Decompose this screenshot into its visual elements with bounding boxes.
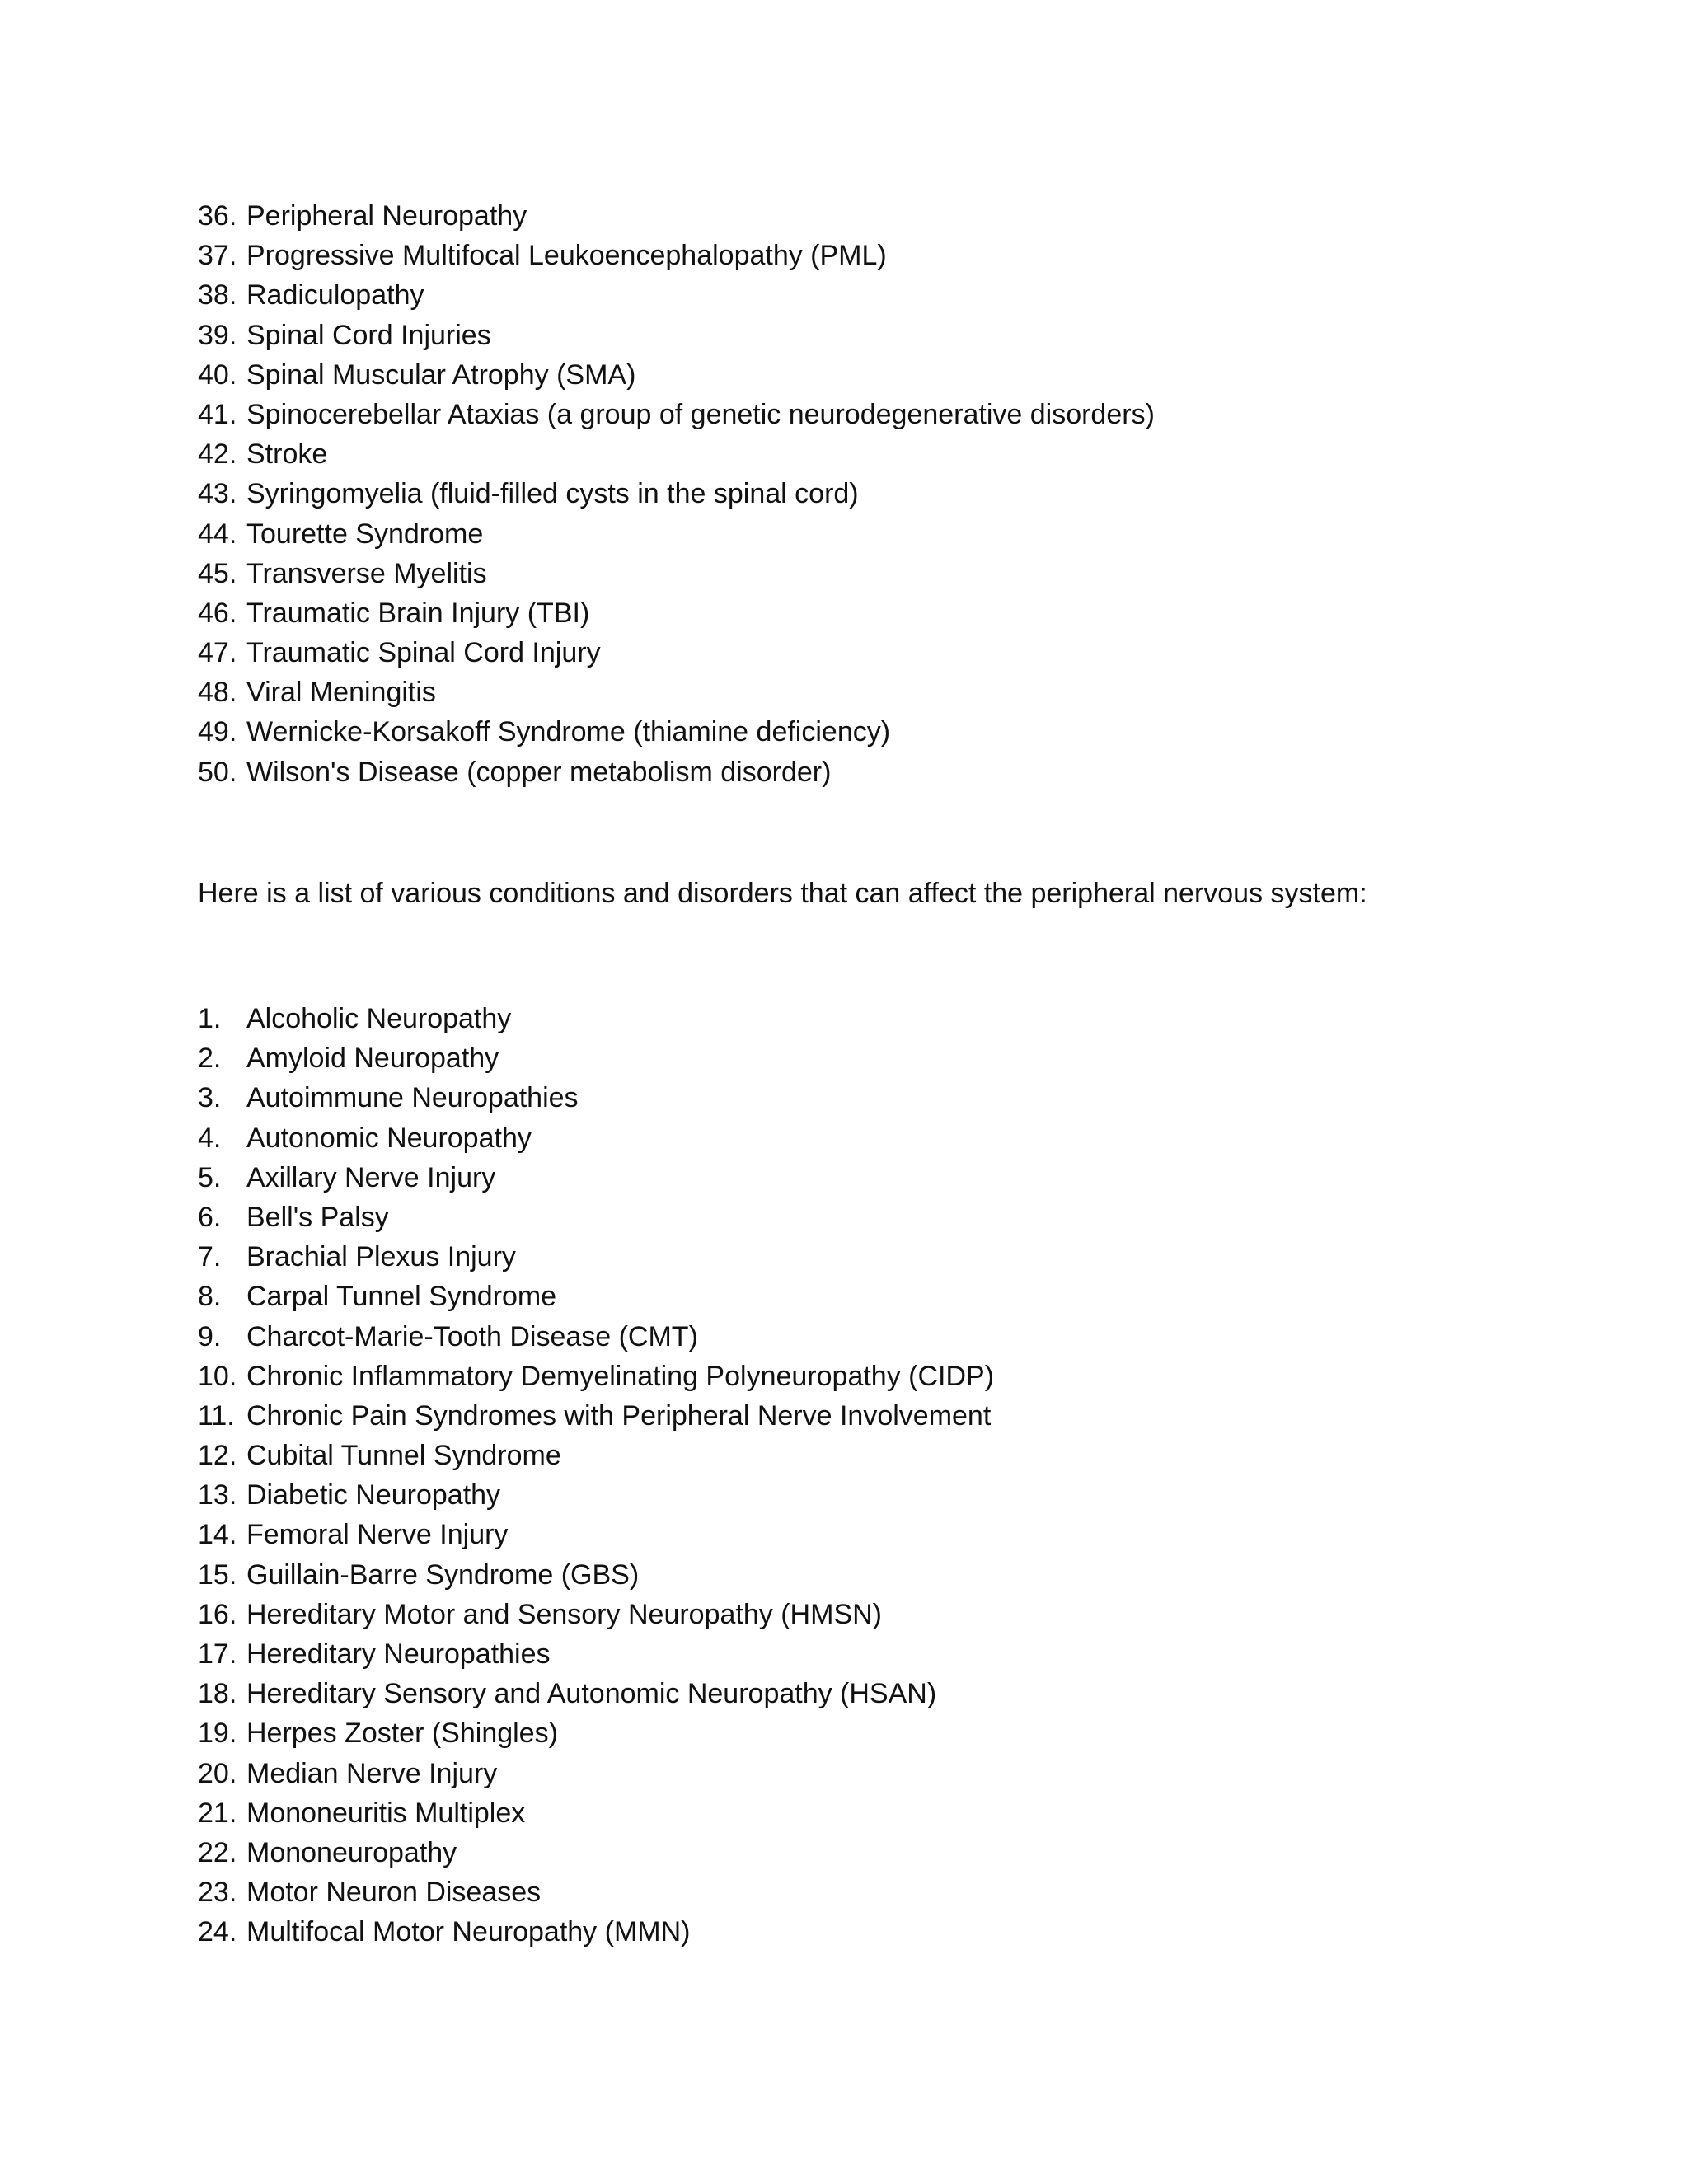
- list-item: [198, 236, 1155, 275]
- list-item: [198, 1317, 994, 1357]
- list-item-text: Femoral Nerve Injury: [246, 1519, 509, 1551]
- list-item: [198, 712, 1155, 752]
- list-item-number: 15.: [198, 1558, 237, 1591]
- list-item-text: Chronic Pain Syndromes with Peripheral Nerve Involvement: [246, 1399, 992, 1432]
- list-item-number: 48.: [198, 677, 237, 709]
- list-item-text: Autonomic Neuropathy: [246, 1122, 532, 1154]
- list-item-text: Tourette Syndrome: [246, 518, 484, 550]
- list-item: [198, 1436, 994, 1475]
- list-item-number: 36.: [198, 200, 237, 232]
- list-item: [198, 1595, 994, 1634]
- list-item: [198, 1912, 994, 1952]
- list-item: [198, 316, 1155, 355]
- list-item: [198, 1555, 994, 1595]
- list-item-text: Charcot-Marie-Tooth Disease (CMT): [246, 1320, 698, 1352]
- list-item-number: 23.: [198, 1877, 237, 1909]
- list-item-text: Median Nerve Injury: [246, 1757, 498, 1789]
- list-item-text: Carpal Tunnel Syndrome: [246, 1281, 557, 1313]
- list-item: [198, 1515, 994, 1554]
- list-item-number: 40.: [198, 359, 237, 391]
- list-item-number: 46.: [198, 597, 237, 629]
- list-item-text: Herpes Zoster (Shingles): [246, 1718, 558, 1750]
- list-item-number: 8.: [198, 1281, 222, 1313]
- list-item-number: 24.: [198, 1916, 237, 1948]
- list-item-text: Stroke: [246, 438, 328, 471]
- list-item-text: Transverse Myelitis: [246, 557, 487, 589]
- cns-conditions-list-continued: [198, 196, 1155, 792]
- list-item: [198, 1118, 994, 1158]
- list-item: [198, 593, 1155, 633]
- list-item-number: 2.: [198, 1043, 222, 1075]
- list-item: [198, 999, 994, 1038]
- list-item: [198, 752, 1155, 792]
- peripheral-conditions-list: [198, 999, 994, 1952]
- list-item-number: 11.: [198, 1399, 235, 1432]
- list-item-text: Syringomyelia (fluid-filled cysts in the spinal cord): [246, 478, 859, 510]
- list-item-number: 3.: [198, 1082, 222, 1114]
- list-item-text: Diabetic Neuropathy: [246, 1479, 501, 1511]
- list-item-number: 45.: [198, 557, 237, 589]
- list-item-number: 1.: [198, 1003, 222, 1034]
- list-item: [198, 1237, 994, 1277]
- intro-paragraph: Here is a list of various conditions and disorders that can affect the peripheral nervous system:: [198, 878, 1367, 909]
- list-item: [198, 1674, 994, 1713]
- list-item: [198, 1396, 994, 1436]
- list-item: [198, 1634, 994, 1674]
- list-item-number: 38.: [198, 279, 237, 312]
- list-item-text: Cubital Tunnel Syndrome: [246, 1440, 561, 1472]
- list-item-number: 13.: [198, 1479, 237, 1511]
- list-item-text: Viral Meningitis: [246, 677, 436, 709]
- list-item-text: Wernicke-Korsakoff Syndrome (thiamine deficiency): [246, 716, 891, 748]
- list-item-text: Spinocerebellar Ataxias (a group of genetic neurodegenerative disorders): [246, 398, 1155, 430]
- list-item-number: 21.: [198, 1797, 237, 1829]
- list-item-text: Traumatic Spinal Cord Injury: [246, 637, 601, 669]
- list-item-number: 22.: [198, 1836, 237, 1868]
- list-item: [198, 1833, 994, 1872]
- list-item-number: 39.: [198, 319, 237, 351]
- list-item-text: Hereditary Motor and Sensory Neuropathy (HMSN): [246, 1598, 882, 1630]
- list-item-text: Spinal Cord Injuries: [246, 319, 491, 351]
- list-item-text: Chronic Inflammatory Demyelinating Polyneuropathy (CIDP): [246, 1360, 995, 1392]
- list-item-number: 16.: [198, 1598, 237, 1630]
- list-item-number: 49.: [198, 716, 237, 748]
- list-item-number: 42.: [198, 438, 237, 471]
- list-item-text: Axillary Nerve Injury: [246, 1161, 496, 1193]
- list-item-text: Hereditary Sensory and Autonomic Neuropathy (HSAN): [246, 1678, 937, 1710]
- list-item: [198, 1158, 994, 1197]
- list-item-text: Spinal Muscular Atrophy (SMA): [246, 359, 636, 391]
- list-item: [198, 1754, 994, 1793]
- list-item: [198, 434, 1155, 474]
- list-item: [198, 1078, 994, 1118]
- list-item-text: Bell's Palsy: [246, 1201, 389, 1233]
- list-item-text: Progressive Multifocal Leukoencephalopathy (PML): [246, 240, 887, 272]
- list-item-text: Mononeuritis Multiplex: [246, 1797, 526, 1829]
- list-item: [198, 1475, 994, 1515]
- list-item-number: 47.: [198, 637, 237, 669]
- list-item: [198, 275, 1155, 315]
- list-item: [198, 1713, 994, 1753]
- list-item: [198, 196, 1155, 236]
- list-item-number: 12.: [198, 1440, 237, 1472]
- list-item-text: Motor Neuron Diseases: [246, 1877, 542, 1909]
- list-item-number: 5.: [198, 1161, 222, 1193]
- list-item: [198, 1793, 994, 1833]
- list-item: [198, 395, 1155, 434]
- list-item-text: Amyloid Neuropathy: [246, 1043, 499, 1075]
- list-item-number: 19.: [198, 1718, 237, 1750]
- list-item: [198, 633, 1155, 673]
- list-item: [198, 673, 1155, 712]
- list-item-number: 18.: [198, 1678, 237, 1710]
- list-item-number: 9.: [198, 1320, 222, 1352]
- list-item: [198, 355, 1155, 395]
- list-item-text: Wilson's Disease (copper metabolism disorder): [246, 756, 832, 788]
- list-item-text: Autoimmune Neuropathies: [246, 1082, 579, 1114]
- list-item-number: 4.: [198, 1122, 222, 1154]
- list-item-text: Mononeuropathy: [246, 1836, 457, 1868]
- list-item: [198, 554, 1155, 593]
- list-item-number: 14.: [198, 1519, 237, 1551]
- list-item: [198, 1277, 994, 1316]
- list-item-text: Peripheral Neuropathy: [246, 200, 528, 232]
- list-item-text: Traumatic Brain Injury (TBI): [246, 597, 590, 629]
- list-item-number: 6.: [198, 1201, 222, 1233]
- list-item-text: Radiculopathy: [246, 279, 424, 312]
- list-item: [198, 1357, 994, 1396]
- list-item-number: 50.: [198, 756, 237, 788]
- list-item-text: Alcoholic Neuropathy: [246, 1003, 512, 1034]
- list-item-text: Multifocal Motor Neuropathy (MMN): [246, 1916, 691, 1948]
- list-item-number: 43.: [198, 478, 237, 510]
- list-item-text: Brachial Plexus Injury: [246, 1241, 516, 1273]
- list-item: [198, 474, 1155, 513]
- list-item: [198, 1872, 994, 1912]
- list-item-text: Guillain-Barre Syndrome (GBS): [246, 1558, 640, 1591]
- list-item: [198, 1038, 994, 1078]
- list-item-number: 44.: [198, 518, 237, 550]
- list-item-number: 41.: [198, 398, 237, 430]
- list-item-number: 10.: [198, 1360, 237, 1392]
- list-item: [198, 1197, 994, 1237]
- list-item-number: 37.: [198, 240, 237, 272]
- list-item: [198, 514, 1155, 554]
- list-item-number: 17.: [198, 1638, 237, 1670]
- list-item-number: 20.: [198, 1757, 237, 1789]
- list-item-number: 7.: [198, 1241, 222, 1273]
- list-item-text: Hereditary Neuropathies: [246, 1638, 551, 1670]
